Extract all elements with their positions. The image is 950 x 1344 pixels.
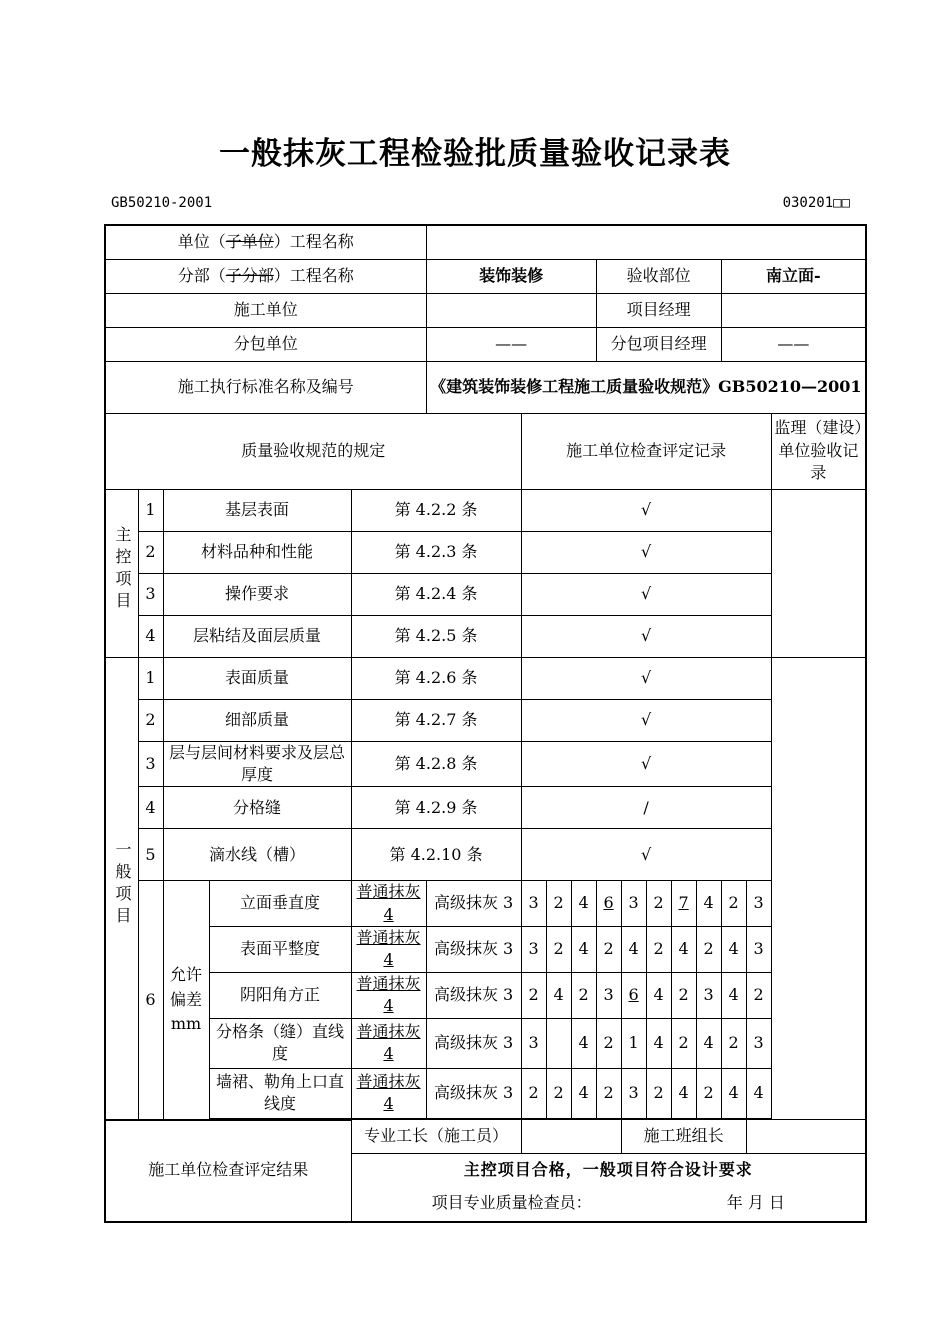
- date-label: 年 月 日: [726, 1192, 785, 1212]
- deviation-high: 高级抹灰 3: [426, 1068, 521, 1118]
- measure-value[interactable]: 4: [671, 1068, 696, 1118]
- supervisor-header: 监理（建设）单位验收记录: [771, 413, 866, 489]
- measure-value[interactable]: 2: [521, 1068, 546, 1118]
- general-group-label: 一般项目: [105, 657, 138, 1120]
- deviation-name: 墙裙、勒角上口直线度: [209, 1068, 351, 1118]
- item-name: 细部质量: [163, 699, 351, 741]
- page-title: 一般抹灰工程检验批质量验收记录表: [219, 136, 731, 172]
- measure-value[interactable]: 3: [746, 881, 771, 927]
- item-clause: 第 4.2.4 条: [351, 573, 521, 615]
- foreman-value[interactable]: [521, 1120, 621, 1154]
- sub-project-value[interactable]: 装饰装修: [426, 259, 596, 293]
- measure-value[interactable]: 2: [596, 1068, 621, 1118]
- subcontract-label: 分包单位: [105, 327, 426, 361]
- deviation-label: 允许偏差mm: [163, 881, 209, 1120]
- sub-pm-value[interactable]: ——: [721, 327, 866, 361]
- item-clause: 第 4.2.8 条: [351, 741, 521, 787]
- record-header: 施工单位检查评定记录: [521, 413, 771, 489]
- general-supervisor-cell[interactable]: [771, 657, 866, 1120]
- pm-value[interactable]: [721, 293, 866, 327]
- measure-value[interactable]: 7: [671, 881, 696, 927]
- deviation-name: 立面垂直度: [209, 881, 351, 927]
- deviation-row: [105, 1068, 866, 1118]
- standard-label: 施工执行标准名称及编号: [105, 361, 426, 413]
- item-clause: 第 4.2.3 条: [351, 531, 521, 573]
- team-leader-value[interactable]: [746, 1120, 866, 1154]
- item-result[interactable]: √: [521, 829, 771, 881]
- measure-value[interactable]: 2: [671, 1018, 696, 1068]
- unit-name-value[interactable]: [426, 225, 866, 259]
- measure-value[interactable]: 4: [571, 927, 596, 973]
- item-name: 层与层间材料要求及层总厚度: [163, 741, 351, 787]
- spec-header: 质量验收规范的规定: [105, 413, 521, 489]
- measure-value[interactable]: 2: [646, 1068, 671, 1118]
- team-leader-label: 施工班组长: [621, 1120, 746, 1154]
- measure-value[interactable]: 3: [746, 927, 771, 973]
- accept-part-value[interactable]: 南立面-: [721, 259, 866, 293]
- measure-value[interactable]: 2: [746, 972, 771, 1018]
- form-code: 030201□□: [782, 195, 850, 211]
- accept-part-label: 验收部位: [596, 259, 721, 293]
- measure-value[interactable]: 2: [596, 1018, 621, 1068]
- item-clause: 第 4.2.2 条: [351, 489, 521, 531]
- measure-value[interactable]: 2: [546, 927, 571, 973]
- measure-value[interactable]: 4: [571, 1068, 596, 1118]
- item-name: 分格缝: [163, 787, 351, 829]
- measure-value[interactable]: 6: [596, 881, 621, 927]
- item-clause: 第 4.2.10 条: [351, 829, 521, 881]
- main-group-label: 主控项目: [105, 489, 138, 657]
- measure-value[interactable]: 2: [696, 1068, 721, 1118]
- measure-value[interactable]: 2: [546, 881, 571, 927]
- measure-value[interactable]: 3: [521, 881, 546, 927]
- item-result[interactable]: √: [521, 489, 771, 531]
- measure-value[interactable]: 2: [696, 927, 721, 973]
- measure-value[interactable]: 4: [696, 881, 721, 927]
- item-no: 3: [138, 573, 163, 615]
- inspection-table: [104, 224, 867, 1223]
- measure-value[interactable]: 4: [546, 972, 571, 1018]
- deviation-row: [105, 927, 866, 973]
- measure-value[interactable]: 4: [571, 1018, 596, 1068]
- measure-value[interactable]: 2: [646, 881, 671, 927]
- item-no: 2: [138, 531, 163, 573]
- deviation-name: 分格条（缝）直线度: [209, 1018, 351, 1068]
- item-name: 操作要求: [163, 573, 351, 615]
- deviation-high: 高级抹灰 3: [426, 881, 521, 927]
- item-no: 2: [138, 699, 163, 741]
- measure-value[interactable]: 3: [621, 1068, 646, 1118]
- measure-value[interactable]: 4: [721, 927, 746, 973]
- measure-value[interactable]: 2: [646, 927, 671, 973]
- measure-value[interactable]: 4: [671, 927, 696, 973]
- measure-value[interactable]: 1: [621, 1018, 646, 1068]
- sub-project-label: 分部（子分部）工程名称: [105, 259, 426, 293]
- measure-value[interactable]: 3: [696, 972, 721, 1018]
- result-label: 施工单位检查评定结果: [105, 1120, 351, 1222]
- main-supervisor-cell[interactable]: [771, 489, 866, 657]
- deviation-name: 阴阳角方正: [209, 972, 351, 1018]
- foreman-label: 专业工长（施工员）: [351, 1120, 521, 1154]
- measure-value[interactable]: 3: [596, 972, 621, 1018]
- item-result[interactable]: √: [521, 615, 771, 657]
- measure-value[interactable]: 2: [521, 972, 546, 1018]
- deviation-name: 表面平整度: [209, 927, 351, 973]
- measure-value[interactable]: 4: [621, 927, 646, 973]
- measure-value[interactable]: 4: [721, 972, 746, 1018]
- item-name: 滴水线（槽）: [163, 829, 351, 881]
- inspector-row: [351, 1186, 866, 1222]
- item-name: 层粘结及面层质量: [163, 615, 351, 657]
- measure-value[interactable]: 2: [546, 1068, 571, 1118]
- measure-value[interactable]: 4: [721, 1068, 746, 1118]
- item-no: 5: [138, 829, 163, 881]
- measure-value[interactable]: 2: [671, 972, 696, 1018]
- item-result[interactable]: √: [521, 741, 771, 787]
- item-result[interactable]: /: [521, 787, 771, 829]
- measure-value[interactable]: 2: [721, 1018, 746, 1068]
- item-result[interactable]: √: [521, 573, 771, 615]
- item-no: 4: [138, 787, 163, 829]
- measure-value[interactable]: 4: [696, 1018, 721, 1068]
- item-clause: 第 4.2.6 条: [351, 657, 521, 699]
- deviation-high: 高级抹灰 3: [426, 927, 521, 973]
- subcontract-value[interactable]: ——: [426, 327, 596, 361]
- standard-value: 《建筑装饰装修工程施工质量验收规范》GB50210—2001: [426, 361, 866, 413]
- item-clause: 第 4.2.5 条: [351, 615, 521, 657]
- deviation-normal: 普通抹灰 4: [351, 972, 426, 1018]
- deviation-high: 高级抹灰 3: [426, 972, 521, 1018]
- item-name: 材料品种和性能: [163, 531, 351, 573]
- item-result[interactable]: √: [521, 699, 771, 741]
- item-clause: 第 4.2.7 条: [351, 699, 521, 741]
- deviation-no: 6: [138, 881, 163, 1120]
- item-name: 表面质量: [163, 657, 351, 699]
- measure-value[interactable]: 4: [646, 1018, 671, 1068]
- item-result[interactable]: √: [521, 657, 771, 699]
- measure-value[interactable]: 3: [521, 927, 546, 973]
- measure-value[interactable]: 2: [571, 972, 596, 1018]
- measure-value[interactable]: 2: [596, 927, 621, 973]
- deviation-row: [105, 881, 866, 927]
- measure-value[interactable]: 4: [746, 1068, 771, 1118]
- item-name: 基层表面: [163, 489, 351, 531]
- construction-unit-label: 施工单位: [105, 293, 426, 327]
- measure-value[interactable]: 3: [746, 1018, 771, 1068]
- unit-name-label: 单位（子单位）工程名称: [105, 225, 426, 259]
- measure-value[interactable]: 3: [621, 881, 646, 927]
- construction-unit-value[interactable]: [426, 293, 596, 327]
- item-no: 1: [138, 657, 163, 699]
- measure-value[interactable]: 6: [621, 972, 646, 1018]
- measure-value[interactable]: 4: [571, 881, 596, 927]
- deviation-normal: 普通抹灰 4: [351, 881, 426, 927]
- item-clause: 第 4.2.9 条: [351, 787, 521, 829]
- item-result[interactable]: √: [521, 531, 771, 573]
- measure-value[interactable]: 3: [521, 1018, 546, 1068]
- measure-value[interactable]: 2: [721, 881, 746, 927]
- deviation-normal: 普通抹灰 4: [351, 1068, 426, 1118]
- sub-pm-label: 分包项目经理: [596, 327, 721, 361]
- item-no: 1: [138, 489, 163, 531]
- measure-value[interactable]: [546, 1018, 571, 1068]
- deviation-normal: 普通抹灰 4: [351, 1018, 426, 1068]
- deviation-high: 高级抹灰 3: [426, 1018, 521, 1068]
- item-no: 4: [138, 615, 163, 657]
- deviation-row: [105, 1018, 866, 1068]
- deviation-row: [105, 972, 866, 1018]
- standard-code: GB50210-2001: [111, 195, 213, 211]
- measure-value[interactable]: 4: [646, 972, 671, 1018]
- item-no: 3: [138, 741, 163, 787]
- inspector-label: 项目专业质量检查员：: [431, 1192, 592, 1212]
- deviation-normal: 普通抹灰 4: [351, 927, 426, 973]
- pm-label: 项目经理: [596, 293, 721, 327]
- conclusion-text: 主控项目合格，一般项目符合设计要求: [351, 1154, 866, 1186]
